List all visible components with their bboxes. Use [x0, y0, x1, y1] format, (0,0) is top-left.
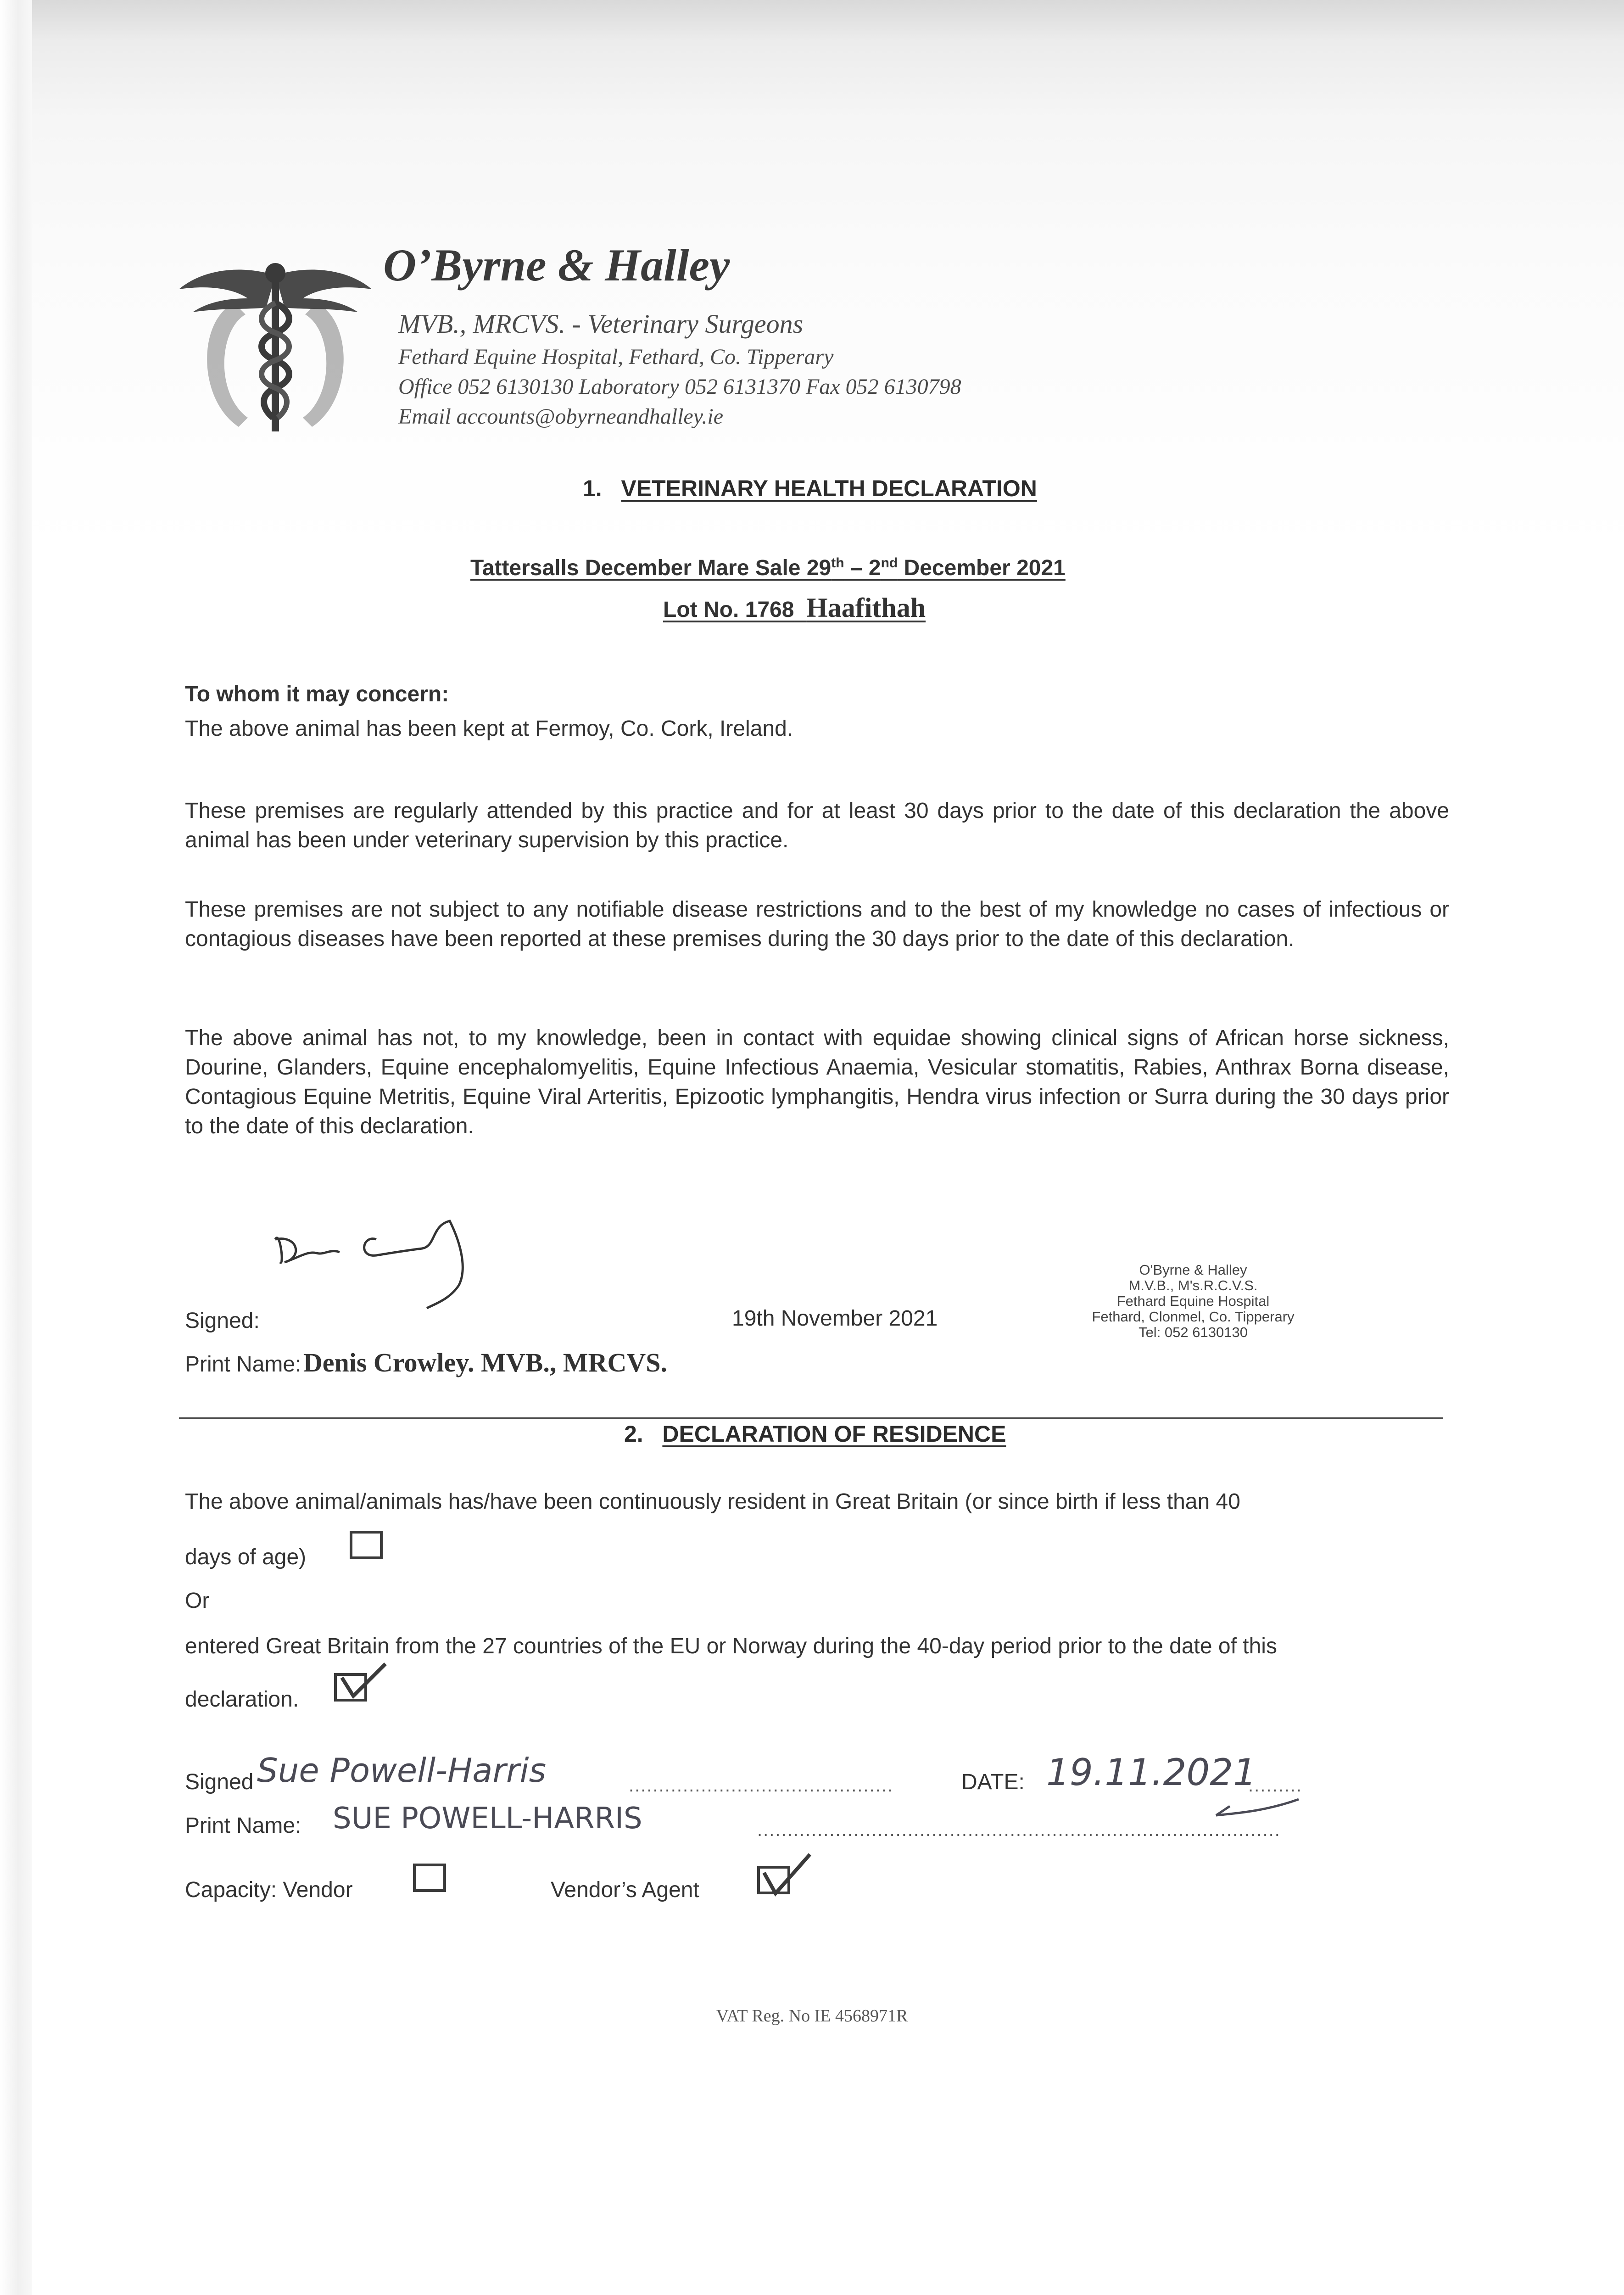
residence-option2-end: declaration.	[185, 1687, 299, 1712]
vet-sign-date: 19th November 2021	[732, 1306, 938, 1331]
owner-print-name-dots: .......................................................................................	[757, 1820, 1281, 1840]
firm-qualifications: MVB., MRCVS. - Veterinary Surgeons	[398, 309, 804, 339]
stamp-line-1: O'Byrne & Halley	[1139, 1262, 1247, 1278]
section-divider	[179, 1417, 1443, 1419]
date-tick-mark-icon	[1211, 1795, 1303, 1822]
or-label: Or	[185, 1589, 210, 1613]
paragraph-supervision: These premises are regularly attended by this practice and for at least 30 days prior to the date of this declaration the above animal has been under veterinary supervision by this practice.	[185, 799, 1449, 852]
section2-heading	[624, 1421, 1006, 1447]
owner-signed-label: Signed	[185, 1770, 254, 1794]
stamp-line-5: Tel: 052 6130130	[1138, 1324, 1248, 1340]
practice-stamp	[1065, 1262, 1322, 1340]
owner-date-dots: .........	[1248, 1775, 1303, 1796]
caduceus-logo-icon	[179, 248, 372, 445]
firm-email: Email accounts@obyrneandhalley.ie	[398, 404, 723, 429]
firm-phones: Office 052 6130130 Laboratory 052 6131370 Fax 052 6130798	[398, 375, 961, 399]
section1-heading	[583, 475, 1037, 502]
vet-print-name-row	[185, 1347, 667, 1378]
capacity-vendor-label: Capacity: Vendor	[185, 1878, 353, 1902]
vat-registration: VAT Reg. No IE 4568971R	[716, 2006, 908, 2026]
owner-signature: Sue Powell-Harris	[257, 1751, 547, 1790]
vet-print-name-label: Print Name:	[185, 1352, 301, 1377]
vet-print-name-value: Denis Crowley. MVB., MRCVS.	[303, 1348, 668, 1377]
sale-prefix: Tattersalls December Mare Sale 29	[470, 556, 832, 580]
residence-option1-checkbox[interactable]	[350, 1531, 383, 1559]
vet-signature-icon	[266, 1212, 523, 1331]
firm-address: Fethard Equine Hospital, Fethard, Co. Tipperary	[398, 345, 834, 369]
salutation: To whom it may concern:	[185, 682, 449, 706]
section1-number: 1.	[583, 476, 602, 501]
owner-signed-dots: ............................................	[629, 1775, 893, 1796]
sale-sup-nd: nd	[881, 555, 898, 571]
residence-option1-end: days of age)	[185, 1545, 307, 1569]
lot-line	[663, 592, 926, 624]
lot-name: Haafithah	[806, 593, 926, 623]
owner-date-value: 19.11.2021	[1046, 1751, 1257, 1794]
section1-title: VETERINARY HEALTH DECLARATION	[621, 476, 1037, 501]
sale-title	[470, 555, 1066, 581]
stamp-line-3: Fethard Equine Hospital	[1116, 1293, 1270, 1309]
paragraph-kept-at: The above animal has been kept at Fermoy, Co. Cork, Ireland.	[185, 716, 793, 741]
section2-title: DECLARATION OF RESIDENCE	[662, 1421, 1006, 1447]
sale-sup-th: th	[831, 555, 844, 571]
sale-suffix: December 2021	[898, 556, 1066, 580]
stamp-line-4: Fethard, Clonmel, Co. Tipperary	[1092, 1309, 1295, 1325]
residence-option2-checkmark-icon	[337, 1659, 392, 1705]
firm-name: O’Byrne & Halley	[383, 240, 730, 291]
owner-print-name-label: Print Name:	[185, 1814, 301, 1838]
owner-print-name-value: SUE POWELL-HARRIS	[333, 1802, 642, 1836]
scan-edge	[0, 0, 32, 2295]
residence-option2-text: entered Great Britain from the 27 countries of the EU or Norway during the 40-day period prior to the date of this	[185, 1634, 1277, 1658]
lot-label: Lot No. 1768	[663, 598, 794, 622]
stamp-line-2: M.V.B., M's.R.C.V.S.	[1128, 1277, 1258, 1293]
capacity-agent-checkmark-icon	[759, 1850, 815, 1900]
residence-option1-text: The above animal/animals has/have been continuously resident in Great Britain (or since birth if less than 40	[185, 1489, 1240, 1514]
owner-date-label: DATE:	[961, 1770, 1025, 1794]
capacity-agent-label: Vendor’s Agent	[551, 1878, 699, 1902]
paragraph-no-contact: The above animal has not, to my knowledge, been in contact with equidae showing clinical signs of African horse sickness, Dourine, Glanders, Equine encephalomyelitis, Equine Infectious Anaemia, Vesicular stomatitis, Rabies, Anthrax Borna disease, Contagious Equine Metritis, Equine Viral Arteritis, Epizootic lymphangitis, Hendra virus infection or Surra during the 30 days prior to the date of this declaration.	[185, 1026, 1449, 1138]
vet-signed-label: Signed:	[185, 1309, 260, 1333]
section2-number: 2.	[624, 1421, 643, 1447]
paragraph-no-restrictions: These premises are not subject to any notifiable disease restrictions and to the best of my knowledge no cases of infectious or contagious diseases have been reported at these premises during the 30 days prior to the date of this declaration.	[185, 897, 1449, 951]
sale-mid: – 2	[844, 556, 881, 580]
capacity-vendor-checkbox[interactable]	[413, 1864, 446, 1892]
